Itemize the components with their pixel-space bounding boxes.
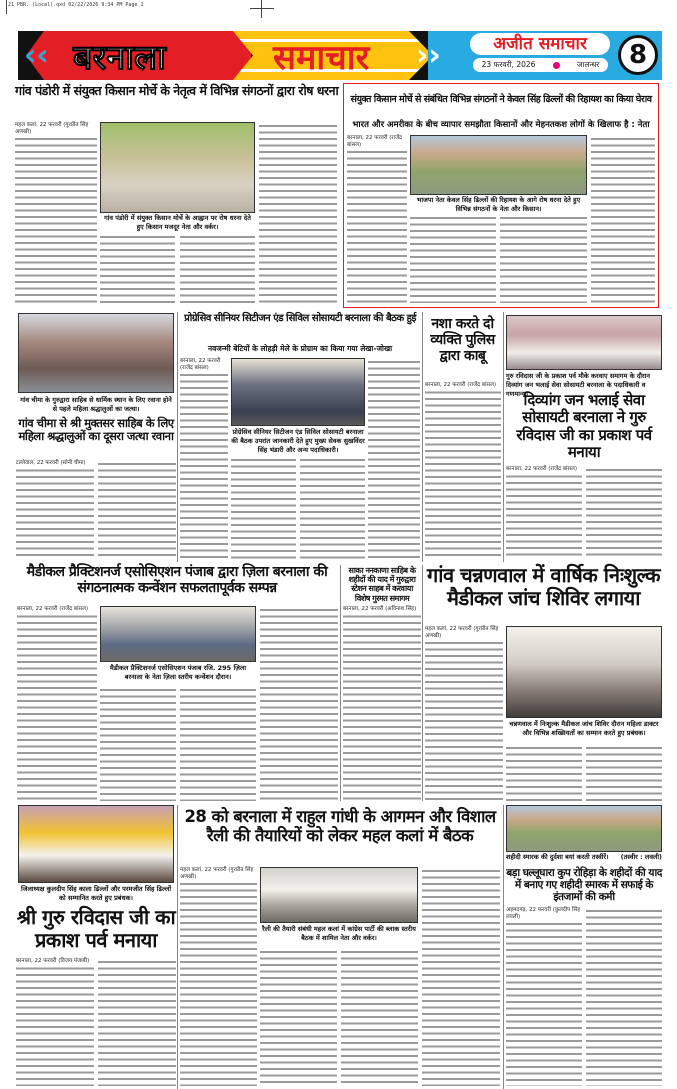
article-photo: [100, 122, 255, 213]
article-photo: [100, 606, 256, 662]
photo-caption: गुरु रविदास जी के प्रकाश पर्व मौके करवाए समागम के दौरान दिव्यांग जन भलाई सेवा सोसायटी बरनाला के पदाधिकारी व गणमान्य।: [506, 372, 650, 398]
article-photo: [18, 313, 174, 393]
article-photo: [506, 626, 662, 718]
column-rule: [422, 312, 423, 562]
column-rule: [503, 312, 504, 562]
article-body: [591, 135, 655, 303]
issue-date: 23 फरवरी, 2026: [481, 60, 536, 69]
article-headline: गांव चन्नणवाल में वार्षिक निःशुल्क मैडीकल जांच शिविर लगाया: [427, 563, 660, 610]
article-dateline: अहमदगढ़, 22 फरवरी (कुलदीप सिंह लवली): [506, 907, 581, 920]
article-subheadline: नवजन्मी बेटियों के लोहड़ी मेले के प्रोग्राम का किया गया लेखा-जोखा: [207, 344, 393, 353]
article-dateline: बरनाला, 22 फरवरी (अविनाश सिंह): [343, 606, 421, 613]
article-body: [260, 606, 338, 801]
article-dateline: बरनाला, 22 फरवरी (राजेंद्र बांसल): [17, 606, 97, 613]
photo-caption: चन्नणवाल में निःशुल्क मैडीकल जांच शिविर दौरान महिला डाक्टर और विभिन्न शख्सियतों का सम्मान करते हुए प्रबंधक।: [509, 720, 659, 737]
issue-city: जालन्धर: [576, 60, 600, 69]
crop-mark: [6, 0, 7, 14]
file-info: 21 PBR. (Local).qxd 02/22/2026 9:34 PM Page 1: [8, 2, 144, 8]
column-rule: [177, 805, 178, 1089]
registration-mark: [261, 0, 262, 18]
article-headline: श्री गुरु रविदास जी का प्रकाश पर्व मनाया: [16, 905, 176, 952]
article-body: [15, 122, 97, 304]
article-body: [180, 358, 228, 560]
article-photo: [260, 867, 418, 923]
column-rule: [177, 312, 178, 562]
article-headline: प्रोग्रेसिव सीनियर सिटीजन एंड सिविल सोसायटी बरनाला की बैठक हुई: [184, 313, 416, 324]
article-body: [16, 958, 94, 1086]
article-dateline: महल कलां, 22 फरवरी (गुरप्रीत सिंह अणखी): [425, 626, 503, 639]
article-dateline: बरनाला, 22 फरवरी (राजेंद्र बांसल): [180, 358, 228, 371]
article-dateline: महल कलां, 22 फरवरी (गुरप्रीत सिंह अणखी): [180, 867, 257, 880]
article-headline: नशा करते दो व्यक्ति पुलिस द्वारा काबू: [430, 316, 495, 365]
article-body: [98, 958, 176, 1086]
article-photo: [410, 135, 587, 195]
article-headline: मैडीकल प्रैक्टिशनर्ज एसोसिएशन पंजाब द्वारा ज़िला बरनाला की संगठनात्मक कन्वेंशन सफलतापूर्वक सम्पन्न: [26, 564, 328, 597]
photo-caption: भाजपा नेता केवल सिंह ढिल्लों की रिहायश के आगे रोष धरना देते हुए विभिन्न संगठनों के नेता और किसान।: [416, 196, 581, 213]
photo-caption: शहीदी स्मारक की दुर्दशा बयां करती तस्वीरें।: [506, 853, 609, 861]
article-dateline: बरनाला, 22 फरवरी (राजेंद्र बांसल): [425, 382, 501, 389]
issue-dateline: [473, 58, 608, 72]
article-body: [425, 626, 503, 801]
article-body: [422, 867, 500, 1086]
article-headline: बड़ा घल्लूघारा कुप रोहिड़ा के शहीदों की याद में बनाए गए शहीदी स्मारक में सफाई के इंतजामों की कमी: [506, 867, 662, 904]
article-headline: संयुक्त किसान मोर्चे से संबंधित विभिन्न संगठनों ने केवल सिंह ढिल्लों की रिहायश का किया घेराव: [350, 94, 652, 105]
section-title: बरनाला: [73, 38, 166, 78]
article-headline: गांव चीमा से श्री मुक्तसर साहिब के लिए महिला श्रद्धालुओं का दूसरा जत्था रवाना: [18, 416, 174, 444]
article-photo: [231, 358, 365, 426]
photo-caption: मैडीकल प्रैक्टिशनर्ज एसोसिएशन पंजाब रजि. 295 ज़िला बरनाला के नेता ज़िला स्तरीय कन्वेंशन दौरान।: [109, 664, 247, 681]
article-headline: गांव पंडोरी में संयुक्त किसान मोर्चे के नेतृत्व में विभिन्न संगठनों द्वारा रोष धरना: [15, 83, 339, 98]
article-subheadline: भारत और अमरीका के बीच व्यापार समझौता किसानों और मेहनतकश लोगों के खिलाफ है : नेता: [352, 120, 650, 130]
article-body: [180, 686, 256, 801]
article-body: [347, 135, 407, 303]
paper-name: अजीत समाचार: [470, 33, 610, 55]
article-body: [506, 907, 582, 1086]
article-photo: [506, 805, 662, 852]
article-body: [343, 606, 421, 801]
article-dateline: बरनाला, 22 फरवरी (राजेंद्र बांसल): [347, 135, 407, 148]
article-body: [500, 214, 587, 303]
article-headline: दिव्यांग जन भलाई सेवा सोसायटी बरनाला ने गुरु रविदास जी का प्रकाश पर्व मनाया: [516, 391, 652, 461]
article-body: [586, 466, 662, 560]
photo-caption: गांव पंडोरी में संयुक्त किसान मोर्चे के आह्वान पर रोष धरना देते हुए किसान मजदूर नेता और वर्कर।: [104, 214, 251, 231]
article-body: [180, 233, 255, 304]
article-body: [410, 214, 496, 303]
chevron-left-icon: ‹‹: [24, 38, 49, 73]
article-dateline: बरनाला, 22 फरवरी (राजेंद्र बांसल): [506, 466, 582, 473]
article-body: [368, 358, 420, 560]
column-rule: [340, 565, 341, 801]
photo-caption: प्रोग्रेसिव सीनियर सिटीजन एंड सिविल सोसायटी बरनाला की बैठक उपरांत जानकारी देते हुए मुख्य सेवक सुखविंदर सिंह भंडारी और अन्य पदाधिकारी।: [231, 428, 365, 454]
registration-mark: [250, 8, 274, 9]
article-body: [506, 744, 582, 801]
article-body: [425, 382, 501, 560]
article-body: [300, 456, 365, 560]
article-body: [341, 948, 418, 1086]
article-body: [100, 233, 175, 304]
article-headline: 28 को बरनाला में राहुल गांधी के आगमन और विशाल रैली की तैयारियों को लेकर महल कलां में बैठक: [184, 807, 496, 845]
article-dateline: बरनाला, 22 फरवरी (विजय पंजाबी): [16, 958, 94, 965]
article-body: [586, 744, 662, 801]
section-title-2: समाचार: [273, 38, 370, 78]
article-body: [180, 867, 257, 1086]
chevron-right-icon: ››: [416, 38, 441, 73]
article-body: [259, 122, 337, 304]
article-body: [506, 466, 582, 560]
article-body: [16, 460, 94, 560]
photo-caption: रैली की तैयारी संबंधी महल कलां में कांग्रेस पार्टी की ब्लाक स्तरीय बैठक में शामिल नेता और वर्कर।: [262, 925, 416, 942]
article-body: [98, 460, 176, 560]
article-photo: [506, 315, 662, 370]
photo-caption: गांव चीमा के गुरुद्वारा साहिब से धार्मिक स्थान के लिए रवाना होने से पहले महिला श्रद्धालुओं का जत्था।: [20, 396, 172, 413]
photo-caption: जिलाध्यक्ष कुलदीप सिंह काला ढिल्लों और परमजीत सिंह ढिल्लों को सम्मानित करते हुए प्रबंधक।: [20, 885, 172, 902]
column-rule: [422, 565, 423, 801]
article-body: [100, 686, 176, 801]
article-body: [260, 948, 337, 1086]
page-number: 8: [618, 35, 658, 75]
article-body: [586, 907, 662, 1086]
masthead-banner: [18, 31, 662, 80]
column-rule: [503, 805, 504, 1089]
article-dateline: महल कलां, 22 फरवरी (गुरप्रीत सिंह अणखी): [15, 122, 97, 135]
article-headline: साका ननकाणा साहिब के शहीदों की याद में गुरुद्वारा स्टेशन साहब में करवाया विशेष गुरमत समागम: [348, 566, 416, 603]
bullet-icon: [553, 62, 560, 69]
article-dateline: टल्लेवाल, 22 फरवरी (सोनी चीमा): [16, 460, 94, 467]
photo-credit: (तस्वीर : लवली): [620, 853, 662, 861]
article-photo: [18, 805, 174, 883]
article-body: [17, 606, 97, 801]
article-body: [231, 456, 296, 560]
